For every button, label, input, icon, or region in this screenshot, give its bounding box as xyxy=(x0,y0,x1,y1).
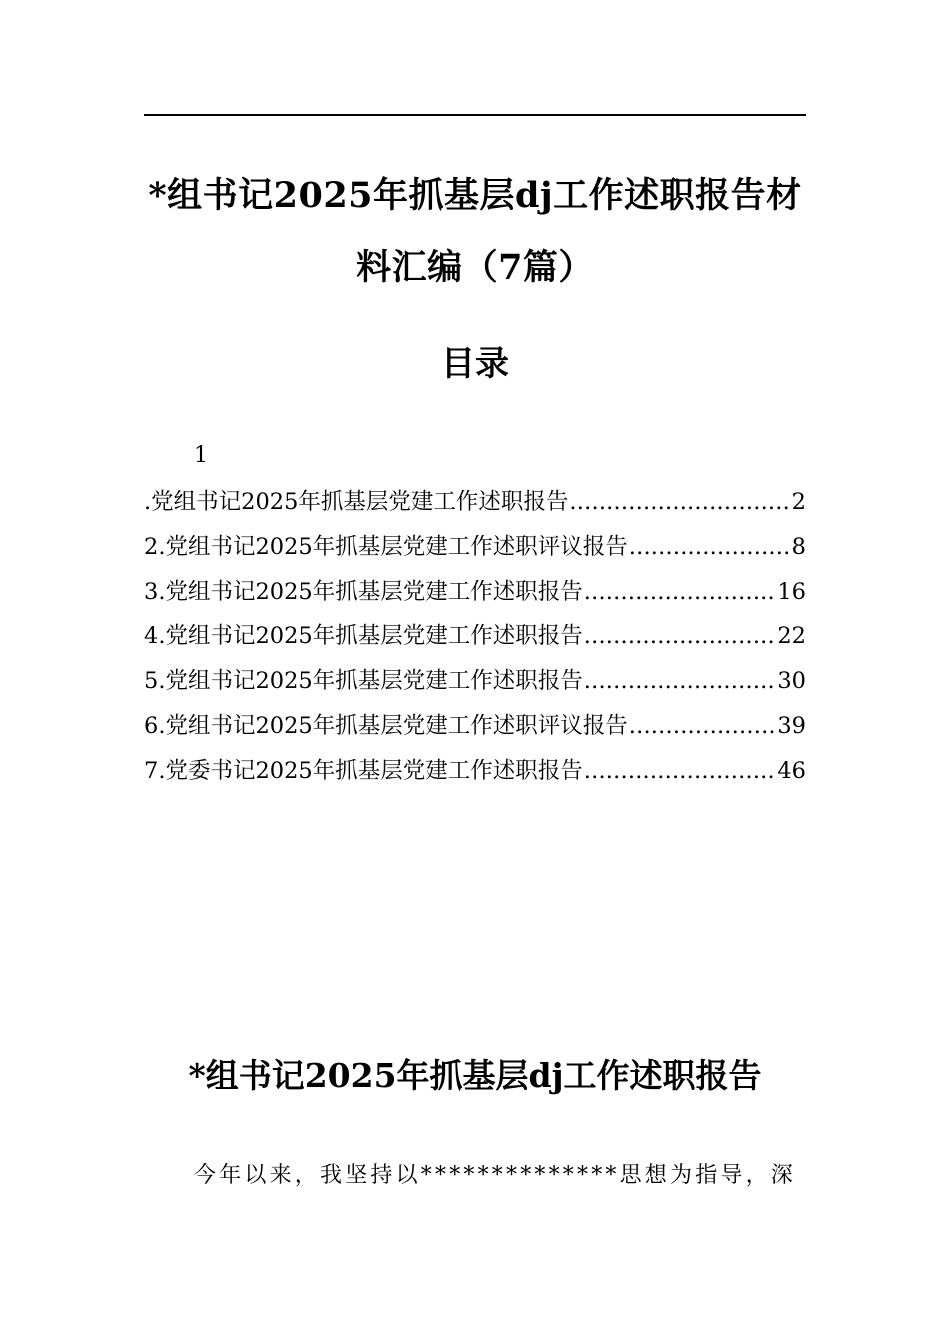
toc-entry-2[interactable] xyxy=(144,525,806,570)
toc-entry-page: 22 xyxy=(777,623,806,650)
toc-entry-4[interactable] xyxy=(144,614,806,659)
toc-entry-label: 5.党组书记2025年抓基层党建工作述职报告 xyxy=(144,668,583,695)
toc-entry-3[interactable] xyxy=(144,570,806,615)
toc-entry-1[interactable] xyxy=(144,480,806,525)
toc-dot-leader xyxy=(569,480,790,525)
toc-dot-leader xyxy=(584,749,777,794)
toc-entry-label: 6.党组书记2025年抓基层党建工作述职评议报告 xyxy=(144,712,628,739)
toc-entry-5[interactable] xyxy=(144,659,806,704)
toc-dot-leader xyxy=(584,614,777,659)
toc-entry-label: 2.党组书记2025年抓基层党建工作述职评议报告 xyxy=(144,533,628,560)
toc-entry-6[interactable] xyxy=(144,704,806,749)
toc-entry-label: .党组书记2025年抓基层党建工作述职报告 xyxy=(144,489,569,515)
toc-entry-label: 4.党组书记2025年抓基层党建工作述职报告 xyxy=(144,623,583,650)
toc-entry-page: 30 xyxy=(777,668,806,695)
table-of-contents xyxy=(144,480,806,794)
toc-entry-page: 8 xyxy=(791,533,806,560)
toc-dot-leader xyxy=(629,704,777,749)
toc-entry-label: 7.党委书记2025年抓基层党建工作述职报告 xyxy=(144,757,583,784)
toc-entry-page: 2 xyxy=(791,489,806,515)
toc-entry-page: 39 xyxy=(777,712,806,739)
toc-dot-leader xyxy=(584,570,777,615)
toc-entry-page: 16 xyxy=(777,578,806,605)
toc-heading: 目录 xyxy=(441,344,509,384)
toc-dot-leader xyxy=(584,659,777,704)
toc-prefix-number: 1 xyxy=(194,443,208,468)
toc-dot-leader xyxy=(629,525,791,570)
toc-entry-7[interactable] xyxy=(144,749,806,794)
toc-entry-label: 3.党组书记2025年抓基层党建工作述职报告 xyxy=(144,578,583,605)
toc-entry-page: 46 xyxy=(777,757,806,784)
section-title: *组书记2025年抓基层dj工作述职报告 xyxy=(188,1056,762,1095)
document-title: *组书记2025年抓基层dj工作述职报告材料汇编（7篇） xyxy=(148,175,802,288)
header-rule xyxy=(144,114,806,116)
body-paragraph: 今年以来，我坚持以**************思想为指导，深 xyxy=(194,1163,797,1188)
